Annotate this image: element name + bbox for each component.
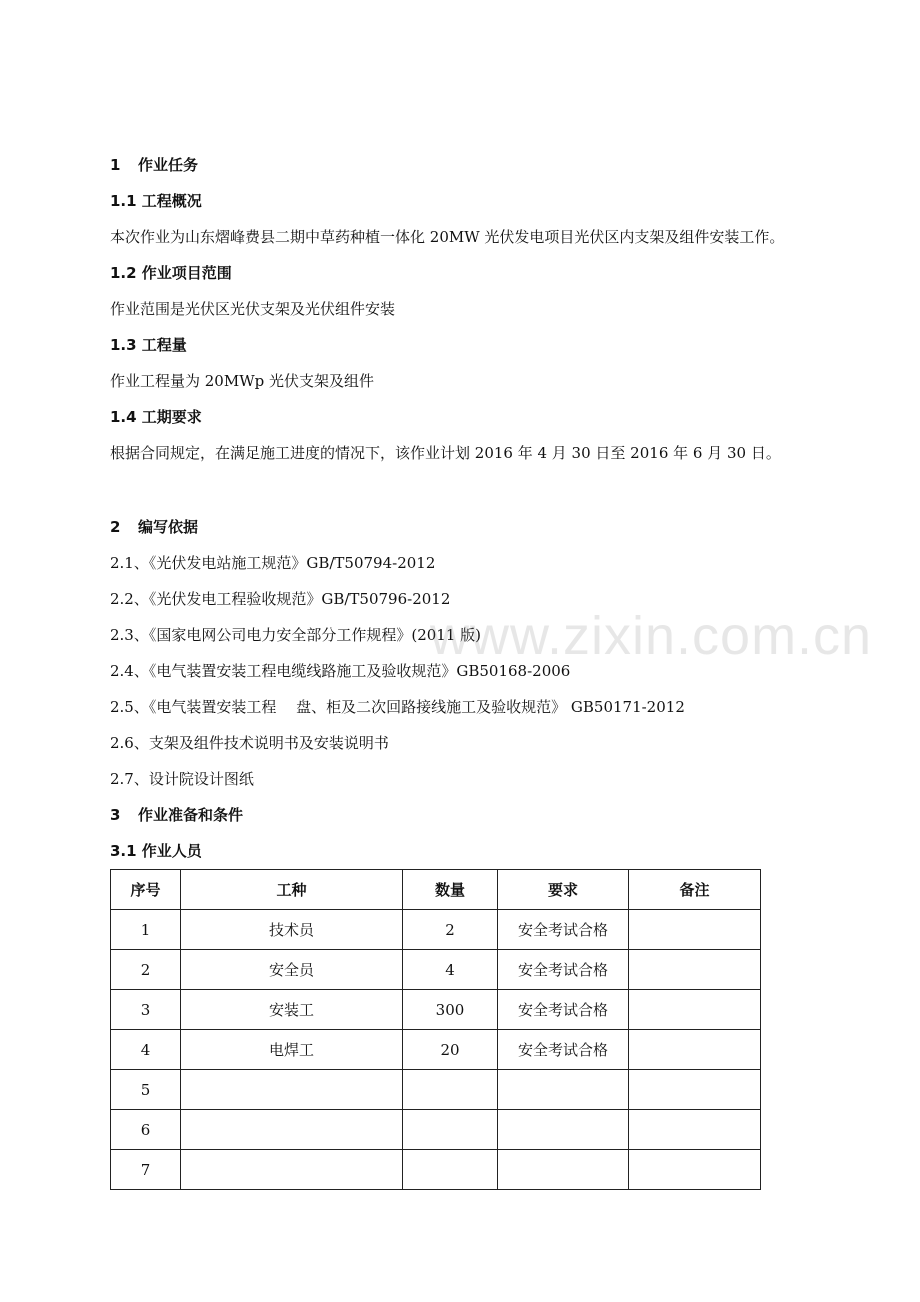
table-cell bbox=[403, 1110, 498, 1150]
table-cell: 安装工 bbox=[181, 990, 403, 1030]
table-row bbox=[111, 1030, 761, 1070]
table-cell: 安全考试合格 bbox=[498, 910, 629, 950]
reference-item: 2.4、《电气装置安装工程电缆线路施工及验收规范》GB50168-2006 bbox=[110, 662, 571, 680]
reference-item: 2.2、《光伏发电工程验收规范》GB/T50796-2012 bbox=[110, 590, 451, 608]
table-cell bbox=[181, 1150, 403, 1190]
table-cell bbox=[403, 1070, 498, 1110]
table-cell: 300 bbox=[403, 990, 498, 1030]
table-cell bbox=[629, 1070, 761, 1110]
table-cell bbox=[403, 1150, 498, 1190]
table-row bbox=[111, 1150, 761, 1190]
header-cell: 序号 bbox=[111, 870, 181, 910]
table-cell: 1 bbox=[111, 910, 181, 950]
table-row bbox=[111, 990, 761, 1030]
table-cell bbox=[629, 1030, 761, 1070]
table-header-row bbox=[111, 870, 761, 910]
reference-item: 2.3、《国家电网公司电力安全部分工作规程》(2011 版) bbox=[110, 626, 482, 644]
table-cell: 5 bbox=[111, 1070, 181, 1110]
table-cell: 3 bbox=[111, 990, 181, 1030]
header-cell: 备注 bbox=[629, 870, 761, 910]
section-heading-1: 1 作业任务 bbox=[110, 156, 199, 174]
table-cell bbox=[498, 1110, 629, 1150]
table-cell: 20 bbox=[403, 1030, 498, 1070]
table-cell: 电焊工 bbox=[181, 1030, 403, 1070]
table-cell: 安全考试合格 bbox=[498, 990, 629, 1030]
header-cell: 要求 bbox=[498, 870, 629, 910]
table-cell: 4 bbox=[111, 1030, 181, 1070]
watermark: www.zixin.com.cn bbox=[430, 606, 873, 666]
table-cell: 安全考试合格 bbox=[498, 950, 629, 990]
table-cell: 技术员 bbox=[181, 910, 403, 950]
table-cell bbox=[181, 1110, 403, 1150]
table-cell: 6 bbox=[111, 1110, 181, 1150]
header-cell: 工种 bbox=[181, 870, 403, 910]
table-cell: 安全考试合格 bbox=[498, 1030, 629, 1070]
paragraph-work-scope: 作业范围是光伏区光伏支架及光伏组件安装 bbox=[110, 300, 396, 318]
section-heading-2: 2 编写依据 bbox=[110, 518, 199, 536]
table-cell bbox=[629, 990, 761, 1030]
header-cell: 数量 bbox=[403, 870, 498, 910]
table-cell: 4 bbox=[403, 950, 498, 990]
reference-item: 2.5、《电气装置安装工程 盘、柜及二次回路接线施工及验收规范》 GB50171-2012 bbox=[110, 698, 685, 716]
table-cell bbox=[629, 1150, 761, 1190]
subsection-heading-3-1: 3.1 作业人员 bbox=[110, 842, 202, 860]
subsection-heading-1-4: 1.4 工期要求 bbox=[110, 408, 202, 426]
table-row bbox=[111, 1110, 761, 1150]
table-cell bbox=[498, 1150, 629, 1190]
table-cell bbox=[629, 950, 761, 990]
table-cell: 安全员 bbox=[181, 950, 403, 990]
table-cell: 2 bbox=[403, 910, 498, 950]
table-cell bbox=[629, 910, 761, 950]
table-cell: 2 bbox=[111, 950, 181, 990]
table-row bbox=[111, 1070, 761, 1110]
table-cell bbox=[181, 1070, 403, 1110]
table-row bbox=[111, 950, 761, 990]
paragraph-project-overview: 本次作业为山东熠峰费县二期中草药种植一体化 20MW 光伏发电项目光伏区内支架及组件安装工作。 bbox=[110, 228, 785, 246]
paragraph-work-quantity: 作业工程量为 20MWp 光伏支架及组件 bbox=[110, 372, 375, 390]
table-cell: 7 bbox=[111, 1150, 181, 1190]
paragraph-schedule: 根据合同规定，在满足施工进度的情况下，该作业计划 2016 年 4 月 30 日至 2016 年 6 月 30 日。 bbox=[110, 444, 781, 462]
section-heading-3: 3 作业准备和条件 bbox=[110, 806, 244, 824]
staff-table bbox=[110, 869, 761, 1190]
table-row bbox=[111, 910, 761, 950]
reference-item: 2.7、设计院设计图纸 bbox=[110, 770, 254, 788]
reference-item: 2.1、《光伏发电站施工规范》GB/T50794-2012 bbox=[110, 554, 436, 572]
reference-item: 2.6、支架及组件技术说明书及安装说明书 bbox=[110, 734, 389, 752]
table-cell bbox=[498, 1070, 629, 1110]
subsection-heading-1-2: 1.2 作业项目范围 bbox=[110, 264, 232, 282]
table-cell bbox=[629, 1110, 761, 1150]
subsection-heading-1-1: 1.1 工程概况 bbox=[110, 192, 202, 210]
subsection-heading-1-3: 1.3 工程量 bbox=[110, 336, 187, 354]
